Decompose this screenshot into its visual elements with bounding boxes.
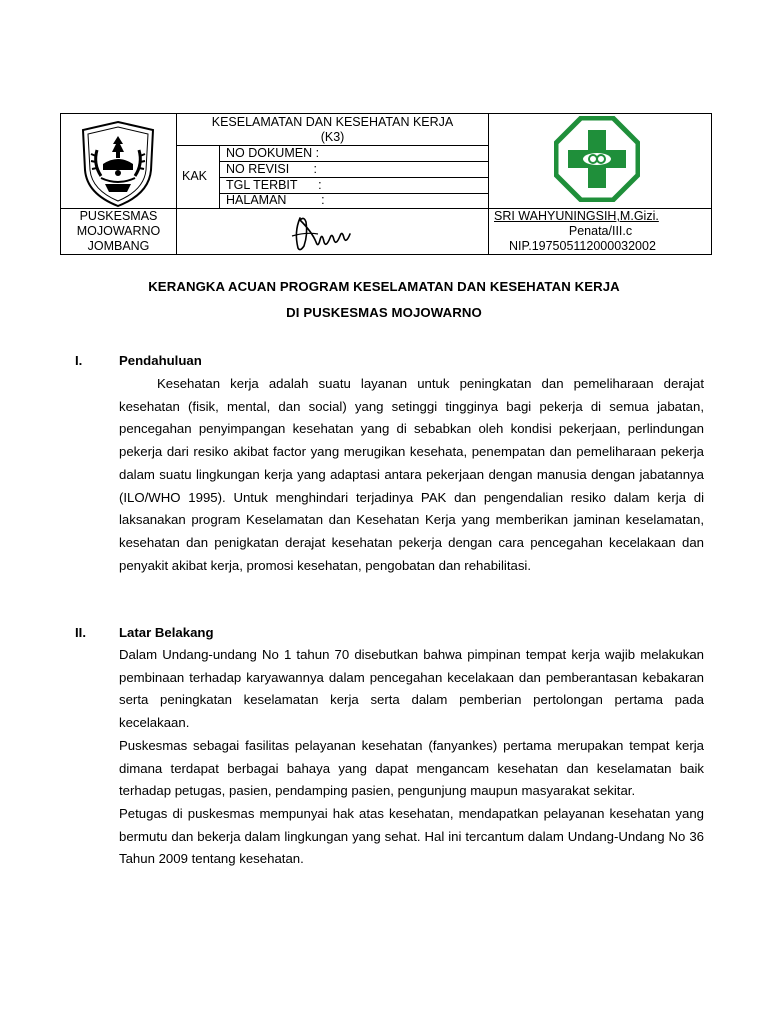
- header-title-line1: KESELAMATAN DAN KESEHATAN KERJA: [211, 115, 454, 129]
- section-2-body: [119, 644, 704, 871]
- institution-line1: PUSKESMAS: [79, 209, 158, 223]
- header-no-dokumen: NO DOKUMEN :: [226, 146, 320, 160]
- puskesmas-logo-icon: [554, 116, 640, 202]
- east-java-crest-icon: [79, 120, 157, 208]
- section-1-paragraph: Kesehatan kerja adalah suatu layanan untuk peningkatan dan pemeliharaan derajat kesehatan (fisik, mental, dan social) yang setinggi tingginya bagi pekerja di semua jabatan, pencegahan penyimpangan kesehatan yang di sebabkan oleh kondisi pekerjaan, perlindungan pekerja dari resiko akibat factor yang merugikan kesehata, penempatan dan pemeliharaan pekerja dalam suatu lingkungan kerja yang adaptasi antara pekerjaan dengan manusia dengan jabatannya (ILO/WHO 1995). Untuk menghindari terjadinya PAK dan pengendalian resiko dalam kerja di laksanakan program Keselamatan dan Kesehatan Kerja yang memberikan jaminan keselamatan, kesehatan dan penigkatan derajat kesehatan pekerja dengan cara pencegahan kecelakaan dan penyakit akibat kerja, promosi kesehatan, pengobatan dan rehabilitasi.: [119, 376, 704, 573]
- section-1-heading: Pendahuluan: [119, 353, 202, 368]
- header-no-revisi: NO REVISI :: [226, 162, 317, 176]
- section-2-number: II.: [75, 625, 86, 640]
- document-title-line1: KERANGKA ACUAN PROGRAM KESELAMATAN DAN KESEHATAN KERJA: [148, 279, 620, 294]
- header-halaman: HALAMAN :: [226, 193, 325, 207]
- header-kak-label: KAK: [182, 169, 208, 183]
- institution-line3: JOMBANG: [87, 239, 150, 253]
- institution-line2: MOJOWARNO: [76, 224, 161, 238]
- section-2-heading: Latar Belakang: [119, 625, 214, 640]
- header-title-line2: (K3): [320, 130, 345, 144]
- section-2-paragraph-3: Petugas di puskesmas mempunyai hak atas kesehatan, mendapatkan pelayanan kesehatan yang bermutu dan bekerja dalam lingkungan yang sehat. Hal ini tercantum dalam Undang-Undang No 36 Tahun 2009 tentang kesehatan.: [119, 805, 704, 867]
- signature-image: [286, 212, 356, 254]
- signatory-name: SRI WAHYUNINGSIH,M.Gizi.: [494, 209, 659, 223]
- section-1-number: I.: [75, 353, 83, 368]
- signatory-rank: Penata/III.c: [568, 224, 633, 238]
- signatory-nip: NIP.197505112000032002: [509, 239, 656, 253]
- section-2-paragraph-1: Dalam Undang-undang No 1 tahun 70 disebutkan bahwa pimpinan tempat kerja wajib melakukan pembinaan terhadap karyawannya dalam pencegahan kecelakaan dan pemberantasan kebakaran serta peningkatan keselamatan kerja serta dalam pemberian pertolongan pertama pada kecelakaan.: [119, 647, 704, 731]
- document-title-line2: DI PUSKESMAS MOJOWARNO: [286, 305, 482, 320]
- header-tgl-terbit: TGL TERBIT :: [226, 178, 322, 192]
- section-2-paragraph-2: Puskesmas sebagai fasilitas pelayanan kesehatan (fanyankes) pertama merupakan tempat kerja dimana terdapat berbagai bahaya yang dapat mengancam kesehatan dan keselamatan baik terhadap petugas, pasien, pendamping pasien, pengunjung maupun masyarakat sekitar.: [119, 737, 704, 799]
- document-header-table: [60, 113, 712, 255]
